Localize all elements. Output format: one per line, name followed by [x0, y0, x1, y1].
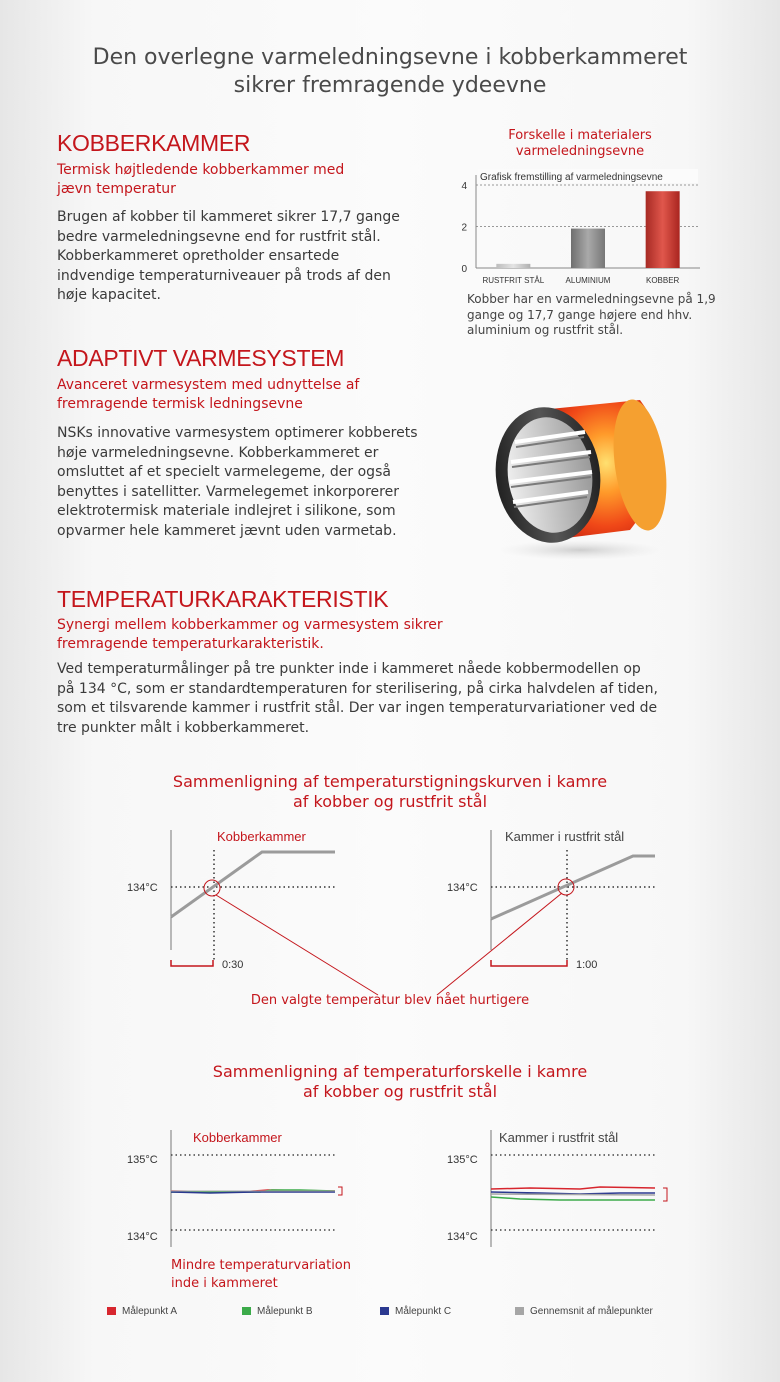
y-label-high: 135°C — [127, 1154, 158, 1166]
body-line: opvarmer hele kammeret jævnt uden varmetab. — [57, 522, 397, 539]
legend-item-average — [515, 1306, 653, 1317]
rise-panel-steel — [447, 829, 655, 971]
panel-label: Kammer i rustfrit stål — [505, 829, 625, 844]
page-headline — [0, 44, 780, 100]
section-subtitle-kobberkammer — [57, 161, 344, 199]
x-category-label: KOBBER — [645, 276, 680, 285]
section-subtitle-adaptivt — [57, 376, 359, 414]
section-title-kobberkammer: KOBBERKAMMER — [57, 130, 251, 156]
legend-label: Målepunkt A — [122, 1306, 178, 1317]
y-tick-label: 4 — [461, 181, 467, 192]
body-line: på 134 °C, som er standardtemperaturen for sterilisering, på cirka halvdelen af tiden, — [57, 680, 658, 697]
subtitle-line: Synergi mellem kobberkammer og varmesystem sikrer — [57, 617, 443, 633]
body-line: Brugen af kobber til kammeret sikrer 17,7 gange — [57, 209, 400, 225]
legend-item-a — [107, 1306, 177, 1317]
note-line: inde i kammeret — [171, 1276, 278, 1291]
subtitle-line: fremragende termisk ledningsevne — [57, 396, 303, 412]
connector-line-left — [216, 895, 378, 995]
rise-chart-title — [0, 772, 780, 812]
diff-chart-note — [171, 1257, 351, 1293]
legend-swatch — [242, 1307, 251, 1315]
time-bracket — [491, 960, 567, 966]
chart-title-line: af kobber og rustfrit stål — [302, 1082, 498, 1101]
body-line: bedre varmeledningsevne end for rustfrit stål. — [57, 228, 381, 245]
note-line: Mindre temperaturvariation — [171, 1258, 351, 1273]
caption-line: aluminium og rustfrit stål. — [467, 323, 624, 337]
legend-swatch — [515, 1307, 524, 1315]
legend-item-b — [242, 1306, 313, 1317]
body-line: Kobberkammeret opretholder ensartede — [57, 248, 340, 264]
series-line-c — [171, 1192, 335, 1193]
series-line-b — [491, 1197, 655, 1200]
chart-title-line: Sammenligning af temperaturstigningskurven i kamre — [172, 772, 608, 791]
body-line: tre punkter målt i kobberkammeret. — [57, 719, 310, 736]
rise-comparison-chart — [0, 820, 780, 1010]
section-title-temperatur: TEMPERATURKARAKTERISTIK — [57, 586, 389, 612]
chamber-shadow — [500, 540, 660, 560]
legend-label: Gennemsnit af målepunkter — [530, 1306, 653, 1317]
chart-title-line: af kobber og rustfrit stål — [292, 792, 488, 811]
variation-bracket — [663, 1188, 667, 1201]
temperature-curve — [171, 852, 335, 917]
y-tick-label: 2 — [461, 222, 467, 234]
heated-chamber-image — [480, 370, 720, 570]
variation-bracket — [338, 1187, 342, 1195]
legend-item-c — [380, 1306, 451, 1317]
y-label-low: 134°C — [127, 1231, 158, 1243]
diff-comparison-chart — [0, 1125, 780, 1265]
connector-line-right — [437, 893, 562, 995]
headline-line-1: Den overlegne varmeledningsevne i kobberkammeret — [92, 45, 688, 70]
inner-chart-label: Grafisk fremstilling af varmeledningsevne — [480, 172, 663, 183]
y-label-low: 134°C — [447, 1231, 478, 1243]
body-line: omsluttet af et specielt varmelegeme, der også — [57, 464, 391, 480]
panel-label: Kammer i rustfrit stål — [499, 1130, 619, 1145]
body-line: høje varmeledningsevne. Kobberkammeret er — [57, 444, 379, 461]
legend-swatch — [107, 1307, 116, 1315]
caption-line: Kobber har en varmeledningsevne på 1,9 — [467, 292, 716, 306]
diff-panel-copper — [127, 1130, 342, 1247]
headline-line-2: sikrer fremragende ydeevne — [233, 73, 547, 98]
subtitle-line: jævn temperatur — [57, 181, 176, 197]
subtitle-line: fremragende temperaturkarakteristik. — [57, 636, 324, 652]
body-line: elektrotermisk materiale indlejret i silikone, som — [57, 503, 396, 519]
chart-title-line: varmeledningsevne — [515, 144, 645, 159]
section-body-kobberkammer — [57, 208, 400, 306]
temp-label: 134°C — [447, 882, 478, 894]
conductivity-bar-chart — [450, 165, 720, 290]
bar-1 — [496, 264, 530, 268]
section-title-adaptivt: ADAPTIVT VARMESYSTEM — [57, 345, 345, 371]
body-line: indvendige temperaturniveauer på trods af den — [57, 267, 391, 284]
conductivity-chart-title — [460, 128, 700, 160]
subtitle-line: Avanceret varmesystem med udnyttelse af — [57, 377, 360, 393]
y-tick-label: 0 — [461, 264, 467, 275]
chart-title-line: Sammenligning af temperaturforskelle i kamre — [212, 1062, 588, 1081]
rise-chart-note: Den valgte temperatur blev nået hurtigere — [250, 993, 530, 1008]
caption-line: gange og 17,7 gange højere end hhv. — [467, 307, 693, 322]
legend-swatch — [380, 1307, 389, 1315]
series-line-a — [491, 1187, 655, 1189]
body-line: høje kapacitet. — [57, 287, 161, 303]
legend-label: Målepunkt B — [257, 1306, 313, 1317]
subtitle-line: Termisk højtledende kobberkammer med — [57, 162, 345, 178]
body-line: som et tilsvarende kammer i rustfrit stål. Der var ingen temperaturvariationer ved de — [57, 700, 658, 716]
body-line: Ved temperaturmålinger på tre punkter inde i kammeret nåede kobbermodellen op — [57, 661, 641, 677]
section-body-adaptivt — [57, 424, 418, 541]
temp-label: 134°C — [127, 882, 158, 894]
panel-label: Kobberkammer — [217, 829, 306, 844]
bar-3 — [646, 191, 680, 268]
legend-label: Målepunkt C — [395, 1306, 452, 1317]
section-body-temperatur — [57, 660, 658, 738]
bar-2 — [571, 229, 605, 268]
y-label-high: 135°C — [447, 1154, 478, 1166]
diff-panel-steel — [447, 1130, 667, 1247]
conductivity-caption — [467, 292, 716, 339]
x-category-label: RUSTFRIT STÅL — [482, 276, 545, 285]
time-label: 1:00 — [576, 959, 598, 971]
panel-label: Kobberkammer — [193, 1130, 282, 1145]
time-bracket — [171, 960, 213, 966]
series-line-average — [491, 1194, 655, 1195]
chart-title-line: Forskelle i materialers — [508, 128, 652, 143]
body-line: benyttes i satellitter. Varmelegemet inkorporerer — [57, 483, 399, 500]
body-line: NSKs innovative varmesystem optimerer kobberets — [57, 425, 418, 441]
time-label: 0:30 — [222, 959, 244, 971]
section-subtitle-temperatur — [57, 616, 443, 654]
diff-chart-title — [0, 1062, 780, 1102]
x-category-label: ALUMINIUM — [565, 276, 611, 285]
